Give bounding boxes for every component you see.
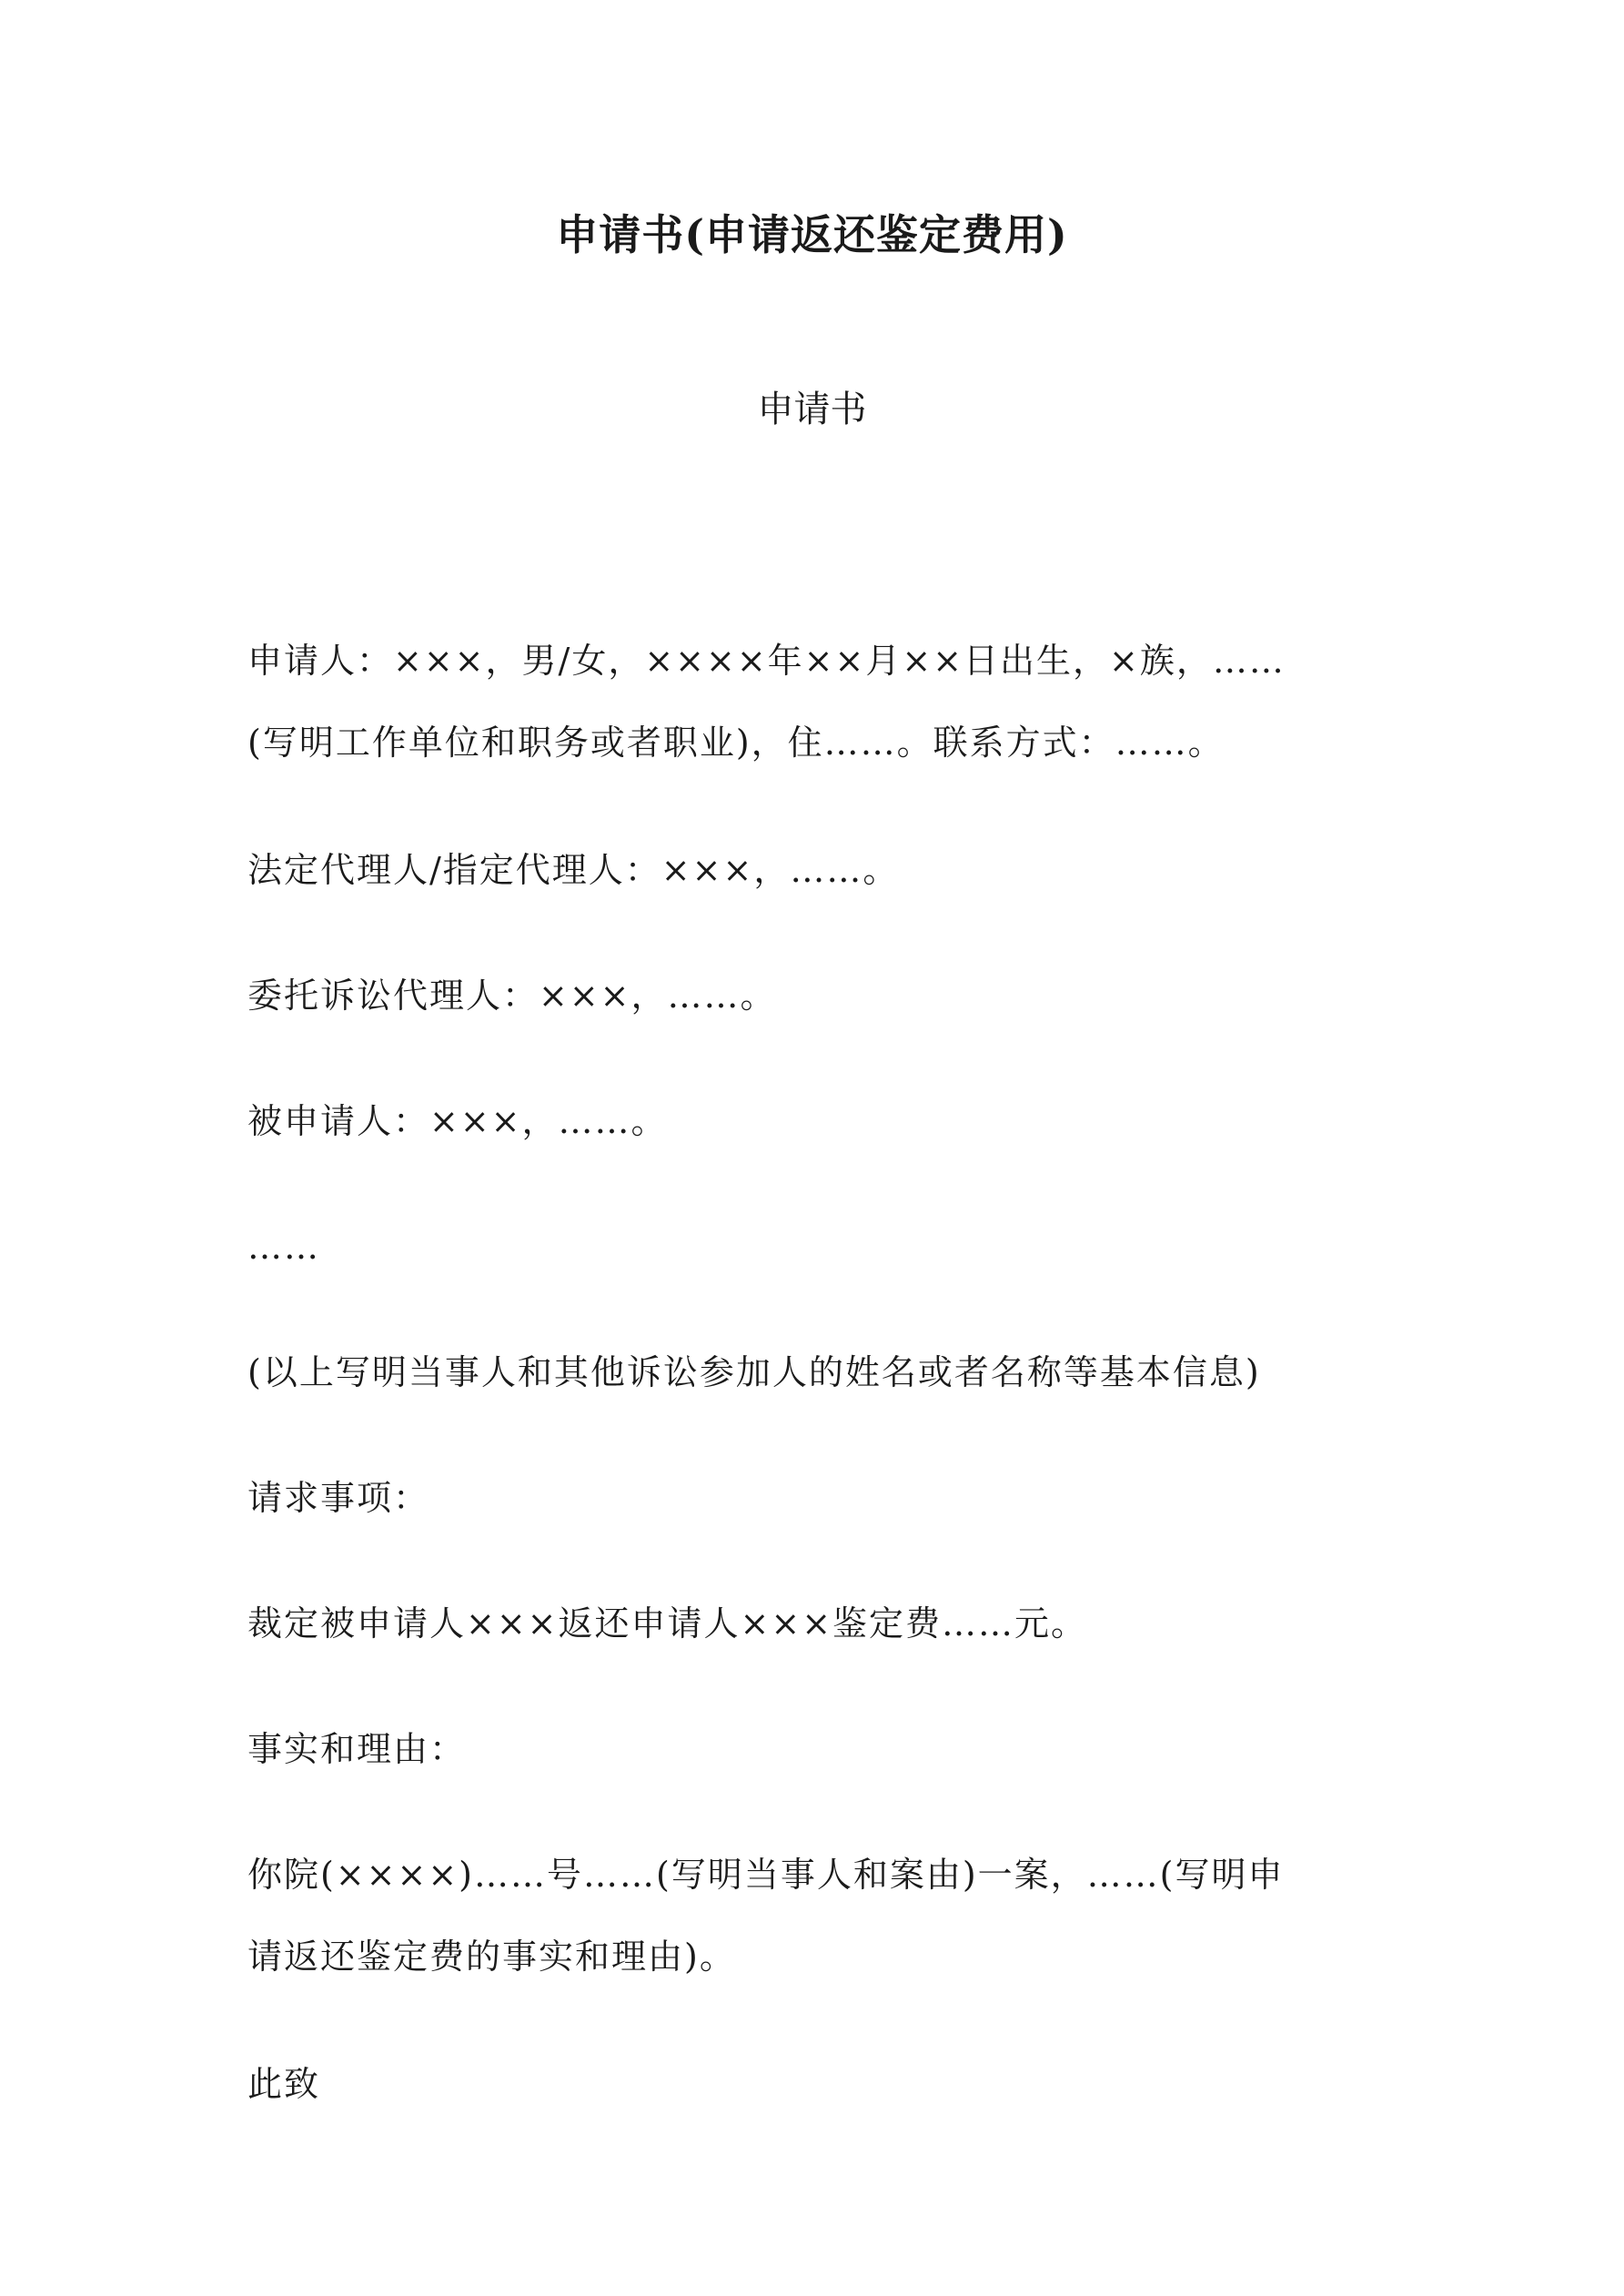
facts-line-1: 你院(××××)……号……(写明当事人和案由)一案，……(写明申 [247, 1855, 1285, 1895]
document-title: 申请书(申请返还鉴定费用) [556, 210, 1068, 259]
applicant-line-2: (写明工作单位和职务或者职业)，住……。联系方式：……。 [247, 723, 1225, 763]
applicant-line-1: 申请人：×××，男/女，××××年××月××日出生，×族，…… [247, 641, 1286, 681]
closing-line: 此致 [247, 2064, 321, 2104]
facts-heading: 事实和理由： [247, 1729, 467, 1769]
request-content: 裁定被申请人×××返还申请人×××鉴定费……元。 [247, 1603, 1088, 1644]
ellipsis-line: …… [247, 1227, 320, 1267]
parties-note-line: (以上写明当事人和其他诉讼参加人的姓名或者名称等基本信息) [247, 1352, 1261, 1392]
facts-line-2: 请返还鉴定费的事实和理由)。 [247, 1937, 736, 1977]
legal-representative-line: 法定代理人/指定代理人：×××，……。 [247, 850, 900, 890]
request-heading: 请求事项： [247, 1478, 430, 1518]
document-subtitle: 申请书 [757, 389, 867, 430]
respondent-line: 被申请人：×××，……。 [247, 1101, 668, 1141]
litigation-agent-line: 委托诉讼代理人：×××，……。 [247, 976, 777, 1016]
